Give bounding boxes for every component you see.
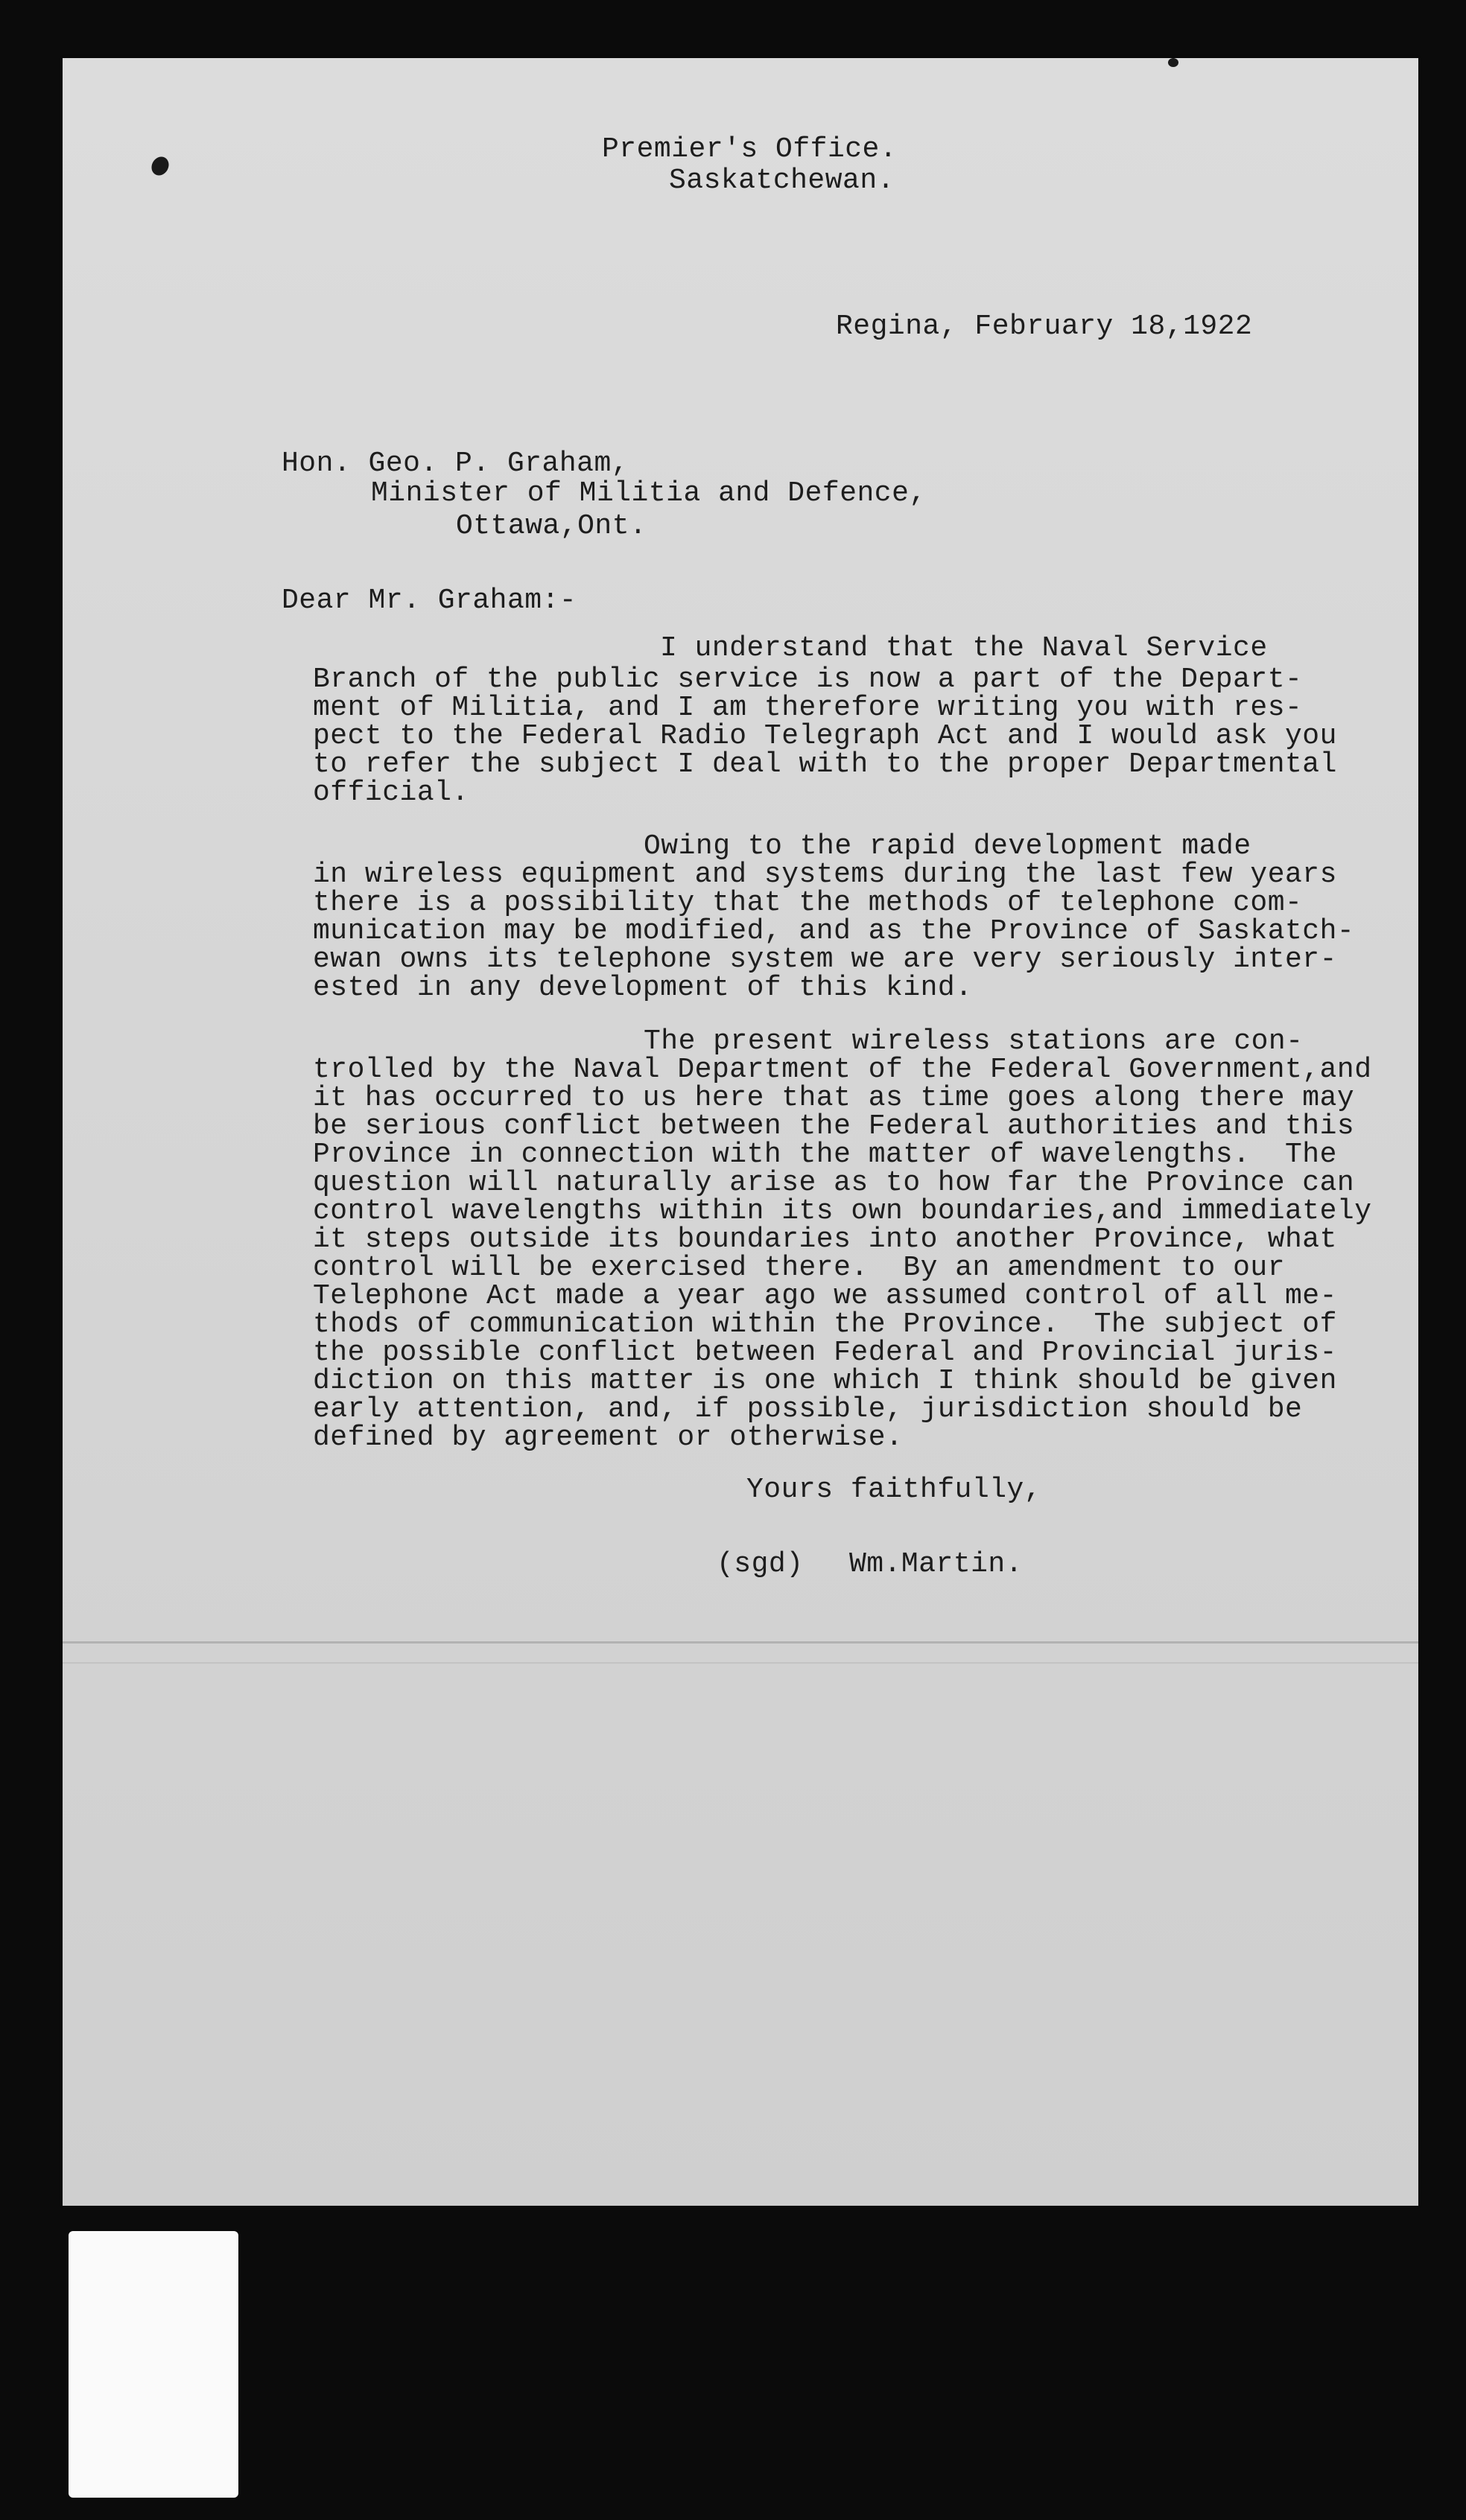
paragraph-3-line-11: thods of communication within the Province. The subject of: [313, 1308, 1337, 1340]
paragraph-3-line-14: early attention, and, if possible, jurisdiction should be: [313, 1393, 1303, 1425]
paragraph-1-line-5: to refer the subject I deal with to the proper Departmental: [313, 748, 1337, 780]
ink-dot-mark: [1168, 58, 1178, 67]
paragraph-3-line-2: trolled by the Naval Department of the Federal Government,and: [313, 1054, 1372, 1086]
paragraph-3-line-5: Province in connection with the matter of wavelengths. The: [313, 1139, 1337, 1171]
paragraph-2-line-5: ewan owns its telephone system we are very seriously inter-: [313, 944, 1337, 976]
page-fold-line: [63, 1641, 1418, 1644]
page-fold-line-faint: [63, 1662, 1418, 1664]
letterhead-line-2: Saskatchewan.: [669, 165, 895, 197]
paragraph-3-line-12: the possible conflict between Federal and Provincial juris-: [313, 1337, 1337, 1369]
paragraph-3-line-9: control will be exercised there. By an amendment to our: [313, 1252, 1286, 1284]
paragraph-1-line-1: I understand that the Naval Service: [660, 632, 1268, 664]
paragraph-3-line-10: Telephone Act made a year ago we assumed control of all me-: [313, 1280, 1337, 1312]
signature-name: Wm.Martin.: [849, 1548, 1024, 1580]
paragraph-2-line-6: ested in any development of this kind.: [313, 972, 973, 1004]
ink-blot-mark: [148, 153, 172, 179]
paragraph-3-line-1: The present wireless stations are con-: [644, 1025, 1304, 1057]
paragraph-3-line-8: it steps outside its boundaries into another Province, what: [313, 1224, 1337, 1256]
paragraph-2-line-3: there is a possibility that the methods of telephone com-: [313, 887, 1303, 919]
paragraph-3-line-15: defined by agreement or otherwise.: [313, 1422, 904, 1454]
blank-archive-label: [69, 2231, 238, 2498]
letterhead-line-1: Premier's Office.: [602, 133, 898, 165]
paragraph-3-line-6: question will naturally arise as to how far the Province can: [313, 1167, 1355, 1199]
signature-prefix: (sgd): [717, 1548, 804, 1580]
recipient-name: Hon. Geo. P. Graham,: [282, 448, 629, 480]
date-line: Regina, February 18,1922: [836, 311, 1253, 343]
paragraph-1-line-2: Branch of the public service is now a part of the Depart-: [313, 664, 1303, 696]
recipient-title: Minister of Militia and Defence,: [371, 477, 927, 509]
paragraph-3-line-13: diction on this matter is one which I think should be given: [313, 1365, 1337, 1397]
paragraph-2-line-1: Owing to the rapid development made: [644, 830, 1251, 862]
closing: Yours faithfully,: [746, 1474, 1042, 1506]
letter-page: [63, 58, 1418, 2206]
paragraph-1-line-6: official.: [313, 777, 469, 809]
paragraph-3-line-4: be serious conflict between the Federal authorities and this: [313, 1110, 1355, 1142]
paragraph-1-line-3: ment of Militia, and I am therefore writing you with res-: [313, 692, 1303, 724]
paragraph-3-line-7: control wavelengths within its own boundaries,and immediately: [313, 1195, 1372, 1227]
paragraph-1-line-4: pect to the Federal Radio Telegraph Act and I would ask you: [313, 720, 1337, 752]
paragraph-2-line-2: in wireless equipment and systems during the last few years: [313, 859, 1337, 891]
paragraph-2-line-4: munication may be modified, and as the Province of Saskatch-: [313, 915, 1355, 947]
paragraph-3-line-3: it has occurred to us here that as time goes along there may: [313, 1082, 1355, 1114]
salutation: Dear Mr. Graham:-: [282, 585, 577, 617]
recipient-location: Ottawa,Ont.: [456, 510, 647, 542]
